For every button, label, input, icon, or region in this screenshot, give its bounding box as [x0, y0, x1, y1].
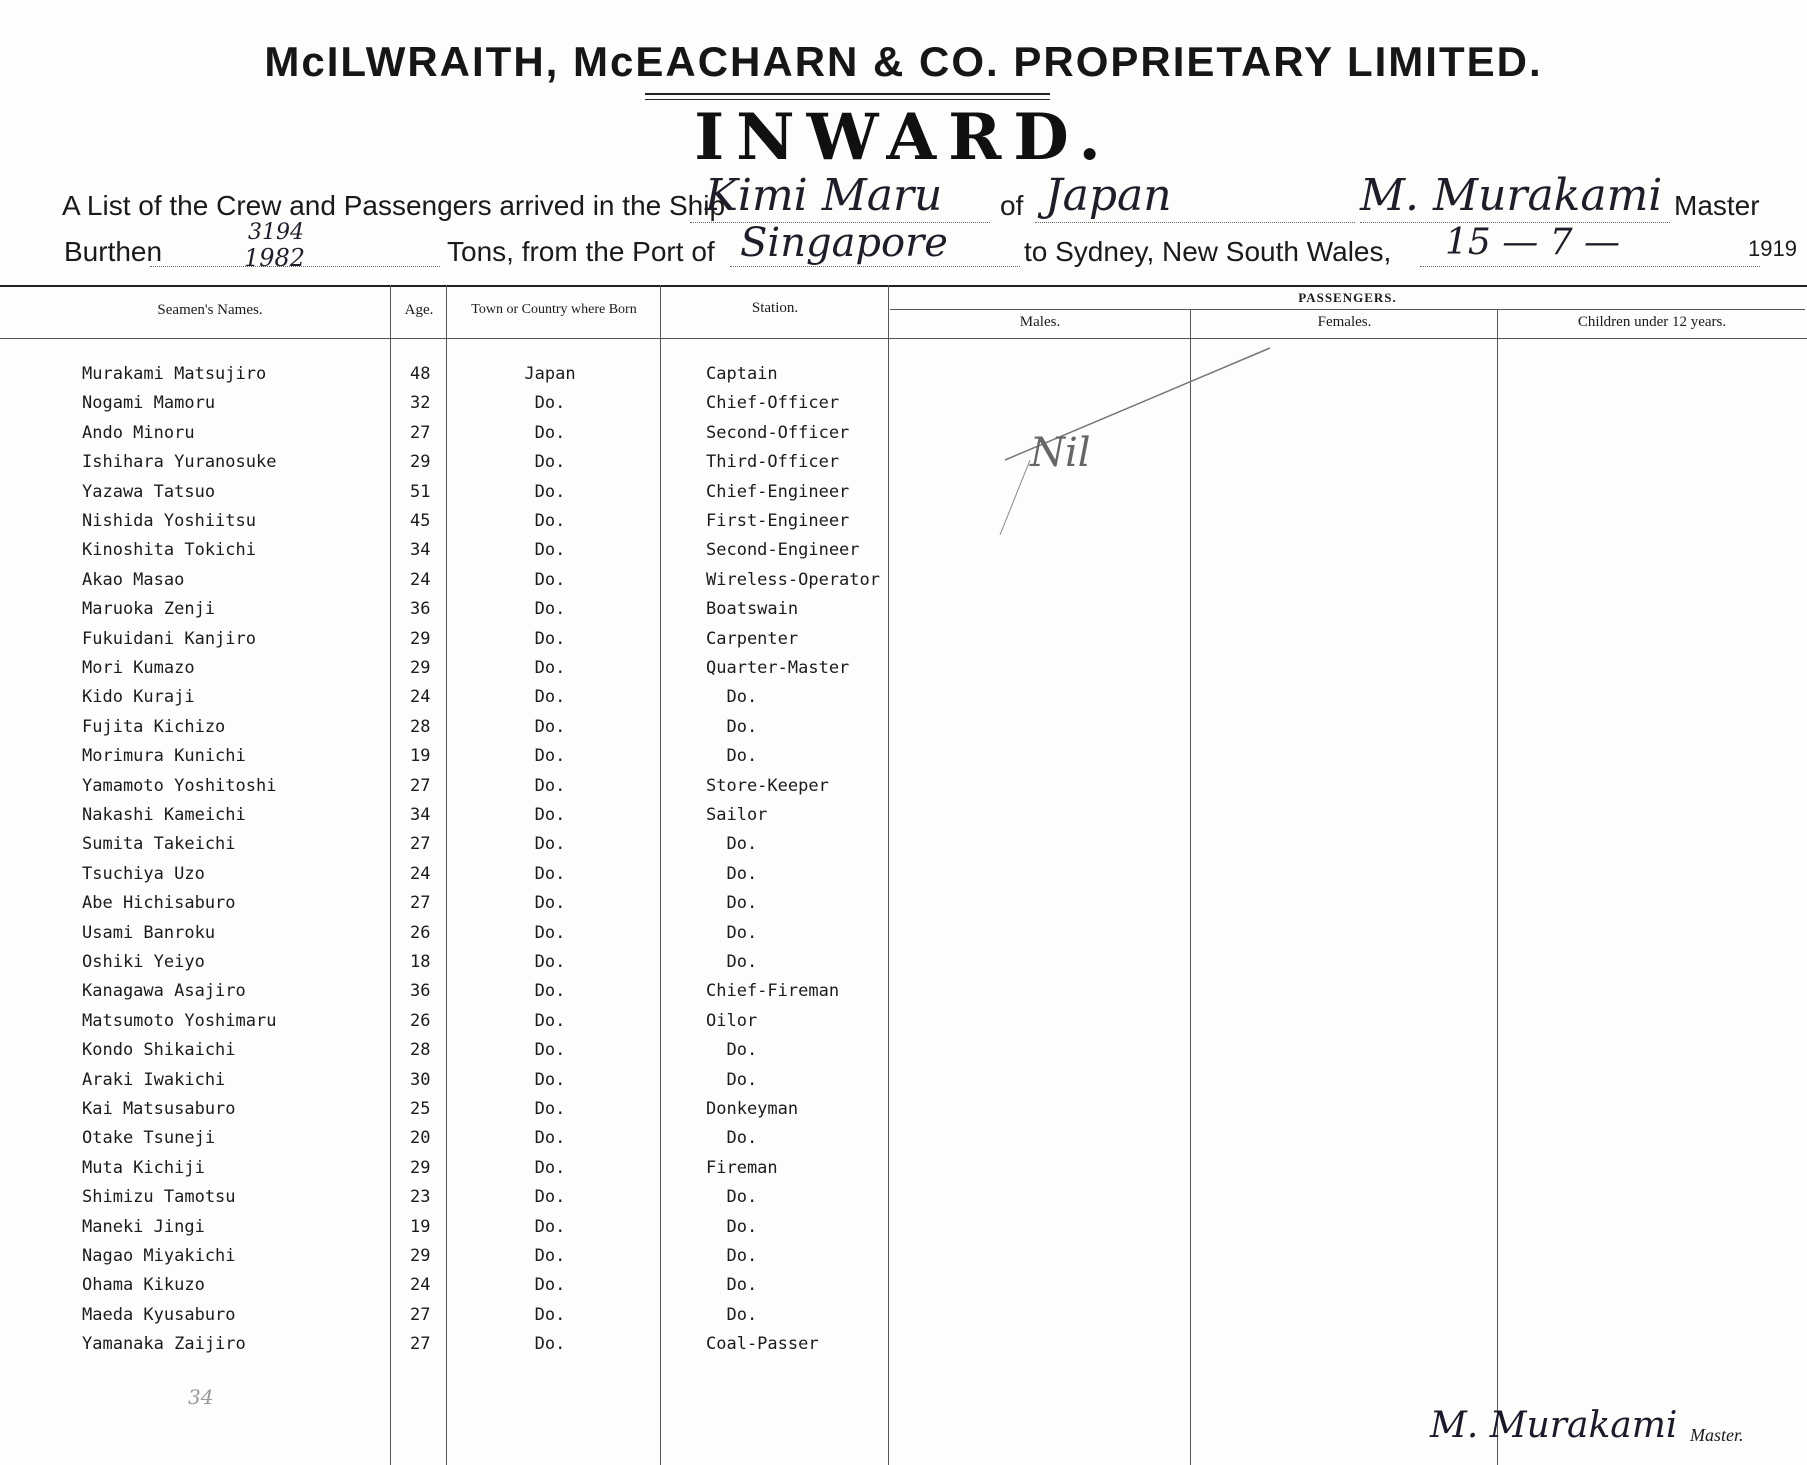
- seaman-age: 51: [410, 482, 431, 502]
- header-females: Females.: [1317, 314, 1372, 330]
- table-row: [0, 981, 900, 1007]
- seaman-age: 34: [410, 805, 431, 825]
- seaman-name: Nogami Mamoru: [82, 393, 216, 413]
- seaman-birthplace: Do.: [534, 1334, 566, 1354]
- table-row: [0, 1187, 900, 1213]
- table-row: [0, 952, 900, 978]
- seaman-name: Ando Minoru: [82, 423, 195, 443]
- seaman-age: 27: [410, 1334, 431, 1354]
- table-row: [0, 540, 900, 566]
- seaman-station: Oilor: [706, 1011, 758, 1031]
- seaman-name: Yamamoto Yoshitoshi: [82, 776, 277, 796]
- seaman-age: 27: [410, 423, 431, 443]
- col-divider-children: [1497, 309, 1498, 1465]
- seaman-birthplace: Do.: [534, 717, 566, 737]
- seaman-age: 24: [410, 570, 431, 590]
- seaman-station: Second-Engineer: [706, 540, 860, 560]
- seaman-station: Chief-Officer: [706, 393, 840, 413]
- header-passengers: PASSENGERS.: [1298, 290, 1397, 305]
- seaman-birthplace: Do.: [534, 1217, 566, 1237]
- seaman-station: Do.: [706, 923, 758, 943]
- seaman-name: Abe Hichisaburo: [82, 893, 236, 913]
- seaman-birthplace: Do.: [534, 452, 566, 472]
- burthen-gross: 3194: [248, 220, 304, 245]
- seaman-age: 28: [410, 1040, 431, 1060]
- table-row: [0, 1158, 900, 1184]
- seaman-age: 29: [410, 658, 431, 678]
- table-row: [0, 805, 900, 831]
- seaman-birthplace: Do.: [534, 805, 566, 825]
- seaman-birthplace: Do.: [534, 864, 566, 884]
- from-port: Singapore: [740, 220, 948, 266]
- table-row: [0, 717, 900, 743]
- seaman-birthplace: Do.: [534, 1187, 566, 1207]
- seaman-name: Kanagawa Asajiro: [82, 981, 246, 1001]
- seaman-name: Matsumoto Yoshimaru: [82, 1011, 277, 1031]
- seaman-station: Do.: [706, 1246, 758, 1266]
- seaman-station: Chief-Fireman: [706, 981, 840, 1001]
- seaman-age: 36: [410, 981, 431, 1001]
- seaman-age: 25: [410, 1099, 431, 1119]
- table-row: [0, 393, 900, 419]
- table-row: [0, 1305, 900, 1331]
- seaman-age: 19: [410, 746, 431, 766]
- seaman-age: 36: [410, 599, 431, 619]
- seaman-birthplace: Do.: [534, 393, 566, 413]
- seaman-age: 29: [410, 629, 431, 649]
- table-row: [0, 364, 900, 390]
- seaman-station: Coal-Passer: [706, 1334, 819, 1354]
- seaman-station: Do.: [706, 1040, 758, 1060]
- table-top-rule: [0, 285, 1807, 287]
- seaman-birthplace: Do.: [534, 511, 566, 531]
- arrival-date: 15 — 7 —: [1445, 222, 1621, 263]
- seaman-station: Quarter-Master: [706, 658, 850, 678]
- seaman-birthplace: Do.: [534, 1246, 566, 1266]
- seaman-name: Maeda Kyusaburo: [82, 1305, 236, 1325]
- table-row: [0, 746, 900, 772]
- registry-dotline: [1035, 222, 1355, 223]
- seaman-station: Do.: [706, 893, 758, 913]
- seaman-name: Tsuchiya Uzo: [82, 864, 205, 884]
- header-seamen-names: Seamen's Names.: [157, 302, 263, 318]
- seaman-name: Sumita Takeichi: [82, 834, 236, 854]
- seaman-station: Fireman: [706, 1158, 778, 1178]
- seaman-age: 24: [410, 1275, 431, 1295]
- seaman-birthplace: Do.: [534, 1040, 566, 1060]
- table-row: [0, 658, 900, 684]
- seaman-station: Wireless-Operator: [706, 570, 880, 590]
- tons-label: Tons, from the Port of: [447, 236, 715, 267]
- seaman-age: 48: [410, 364, 431, 384]
- company-name: McILWRAITH, McEACHARN & CO. PROPRIETARY LIMITED.: [264, 38, 1543, 85]
- table-row: [0, 923, 900, 949]
- seaman-name: Fujita Kichizo: [82, 717, 226, 737]
- seaman-birthplace: Do.: [534, 1099, 566, 1119]
- destination-label: to Sydney, New South Wales,: [1024, 236, 1392, 267]
- seaman-age: 27: [410, 1305, 431, 1325]
- seaman-age: 23: [410, 1187, 431, 1207]
- seaman-name: Nishida Yoshiitsu: [82, 511, 256, 531]
- passenger-subheader-rule: [890, 309, 1805, 310]
- seaman-name: Nakashi Kameichi: [82, 805, 246, 825]
- seaman-birthplace: Do.: [534, 1128, 566, 1148]
- seaman-name: Morimura Kunichi: [82, 746, 246, 766]
- seaman-name: Kinoshita Tokichi: [82, 540, 256, 560]
- table-row: [0, 599, 900, 625]
- title-rule: [645, 93, 1050, 95]
- seaman-name: Kido Kuraji: [82, 687, 195, 707]
- seaman-age: 24: [410, 687, 431, 707]
- seaman-age: 29: [410, 452, 431, 472]
- seaman-station: Do.: [706, 1187, 758, 1207]
- seaman-birthplace: Do.: [534, 423, 566, 443]
- seaman-birthplace: Do.: [534, 952, 566, 972]
- header-children: Children under 12 years.: [1577, 314, 1727, 330]
- header-station: Station.: [751, 300, 799, 316]
- table-row: [0, 1246, 900, 1272]
- seaman-age: 27: [410, 834, 431, 854]
- seaman-station: Captain: [706, 364, 778, 384]
- passenger-nil-mark: Nil: [1030, 430, 1091, 476]
- seaman-station: Donkeyman: [706, 1099, 799, 1119]
- seaman-name: Kai Matsusaburo: [82, 1099, 236, 1119]
- seaman-station: Do.: [706, 746, 758, 766]
- seaman-station: Do.: [706, 1275, 758, 1295]
- seaman-birthplace: Japan: [524, 364, 576, 384]
- seaman-station: Third-Officer: [706, 452, 840, 472]
- seaman-name: Kondo Shikaichi: [82, 1040, 236, 1060]
- seaman-station: Do.: [706, 1305, 758, 1325]
- seaman-station: Do.: [706, 864, 758, 884]
- seaman-name: Ishihara Yuranosuke: [82, 452, 277, 472]
- table-row: [0, 482, 900, 508]
- crew-count-note: 34: [188, 1385, 214, 1409]
- seaman-name: Yazawa Tatsuo: [82, 482, 216, 502]
- of-label: of: [1000, 190, 1024, 221]
- table-row: [0, 1040, 900, 1066]
- seaman-birthplace: Do.: [534, 1158, 566, 1178]
- table-row: [0, 511, 900, 537]
- seaman-station: Do.: [706, 1070, 758, 1090]
- seaman-name: Otake Tsuneji: [82, 1128, 216, 1148]
- seaman-birthplace: Do.: [534, 658, 566, 678]
- table-row: [0, 1011, 900, 1037]
- seaman-birthplace: Do.: [534, 981, 566, 1001]
- seaman-birthplace: Do.: [534, 570, 566, 590]
- seaman-name: Maneki Jingi: [82, 1217, 205, 1237]
- seaman-age: 32: [410, 393, 431, 413]
- seaman-name: Yamanaka Zaijiro: [82, 1334, 246, 1354]
- table-row: [0, 1217, 900, 1243]
- seaman-age: 19: [410, 1217, 431, 1237]
- seaman-birthplace: Do.: [534, 482, 566, 502]
- seaman-name: Akao Masao: [82, 570, 185, 590]
- seaman-name: Ohama Kikuzo: [82, 1275, 205, 1295]
- port-of-registry: Japan: [1045, 170, 1172, 221]
- seaman-age: 26: [410, 923, 431, 943]
- table-header-rule: [0, 338, 1807, 339]
- seaman-name: Muta Kichiji: [82, 1158, 205, 1178]
- seaman-name: Oshiki Yeiyo: [82, 952, 205, 972]
- seaman-birthplace: Do.: [534, 599, 566, 619]
- seaman-age: 28: [410, 717, 431, 737]
- seaman-age: 27: [410, 776, 431, 796]
- seaman-age: 29: [410, 1158, 431, 1178]
- seaman-birthplace: Do.: [534, 687, 566, 707]
- seaman-age: 30: [410, 1070, 431, 1090]
- signature-title: Master.: [1690, 1425, 1744, 1445]
- master-name: M. Murakami: [1360, 170, 1663, 221]
- seaman-name: Maruoka Zenji: [82, 599, 216, 619]
- seaman-station: Sailor: [706, 805, 768, 825]
- table-row: [0, 452, 900, 478]
- seaman-birthplace: Do.: [534, 746, 566, 766]
- document-type-title: INWARD.: [694, 100, 1113, 175]
- seaman-station: Boatswain: [706, 599, 799, 619]
- seaman-birthplace: Do.: [534, 1011, 566, 1031]
- table-row: [0, 1334, 900, 1360]
- seaman-station: Store-Keeper: [706, 776, 829, 796]
- arrival-year: 1919: [1748, 236, 1797, 261]
- seaman-birthplace: Do.: [534, 893, 566, 913]
- seaman-birthplace: Do.: [534, 1275, 566, 1295]
- seaman-age: 26: [410, 1011, 431, 1031]
- seaman-name: Nagao Miyakichi: [82, 1246, 236, 1266]
- seaman-age: 20: [410, 1128, 431, 1148]
- table-row: [0, 776, 900, 802]
- table-row: [0, 687, 900, 713]
- seaman-age: 34: [410, 540, 431, 560]
- seaman-station: Second-Officer: [706, 423, 850, 443]
- seaman-station: Do.: [706, 687, 758, 707]
- seaman-name: Fukuidani Kanjiro: [82, 629, 256, 649]
- table-row: [0, 1275, 900, 1301]
- table-row: [0, 423, 900, 449]
- seaman-station: Carpenter: [706, 629, 799, 649]
- seaman-birthplace: Do.: [534, 540, 566, 560]
- crew-list-prefix: A List of the Crew and Passengers arrived in the Ship: [62, 190, 726, 221]
- seaman-birthplace: Do.: [534, 834, 566, 854]
- seaman-station: Do.: [706, 1128, 758, 1148]
- seaman-name: Usami Banroku: [82, 923, 216, 943]
- seaman-station: First-Engineer: [706, 511, 850, 531]
- seaman-birthplace: Do.: [534, 1305, 566, 1325]
- table-row: [0, 893, 900, 919]
- master-label: Master: [1674, 190, 1760, 221]
- seaman-age: 18: [410, 952, 431, 972]
- table-row: [0, 629, 900, 655]
- seaman-age: 29: [410, 1246, 431, 1266]
- seaman-age: 24: [410, 864, 431, 884]
- header-town: Town or Country where Born: [471, 302, 637, 317]
- seaman-name: Shimizu Tamotsu: [82, 1187, 236, 1207]
- table-row: [0, 834, 900, 860]
- seaman-station: Do.: [706, 717, 758, 737]
- seaman-station: Do.: [706, 1217, 758, 1237]
- master-signature: M. Murakami: [1430, 1405, 1678, 1446]
- seaman-station: Do.: [706, 834, 758, 854]
- ship-name: Kimi Maru: [705, 170, 943, 221]
- seaman-age: 27: [410, 893, 431, 913]
- header-males: Males.: [1019, 314, 1061, 330]
- date-dotline: [1420, 266, 1760, 267]
- burthen-label: Burthen: [64, 236, 163, 267]
- header-age: Age.: [404, 302, 434, 318]
- table-row: [0, 1099, 900, 1125]
- table-row: [0, 1070, 900, 1096]
- table-row: [0, 570, 900, 596]
- table-row: [0, 1128, 900, 1154]
- seaman-name: Murakami Matsujiro: [82, 364, 267, 384]
- burthen-net: 1982: [244, 244, 306, 272]
- seaman-name: Araki Iwakichi: [82, 1070, 226, 1090]
- seaman-station: Do.: [706, 952, 758, 972]
- from-port-dotline: [730, 266, 1020, 267]
- table-row: [0, 864, 900, 890]
- seaman-station: Chief-Engineer: [706, 482, 850, 502]
- seaman-birthplace: Do.: [534, 1070, 566, 1090]
- seaman-birthplace: Do.: [534, 776, 566, 796]
- seaman-name: Mori Kumazo: [82, 658, 195, 678]
- seaman-birthplace: Do.: [534, 923, 566, 943]
- seaman-birthplace: Do.: [534, 629, 566, 649]
- seaman-age: 45: [410, 511, 431, 531]
